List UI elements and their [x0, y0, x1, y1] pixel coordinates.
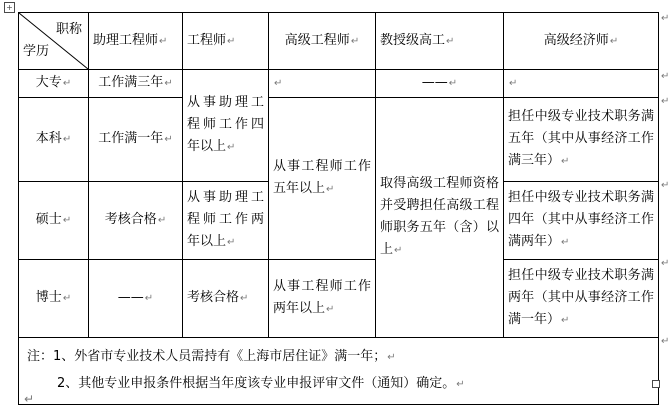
cell-assistant-boshi: ——↵: [89, 260, 183, 338]
cell-assistant-benke: 工作满一年↵: [89, 98, 183, 182]
header-degree-label: 学历: [23, 44, 50, 59]
row-label-dazhuan: 大专↵: [19, 70, 89, 98]
column-header-assistant-engineer: 助理工程师↵: [89, 13, 183, 70]
row-end-mark: ↵: [661, 96, 670, 107]
column-header-professor-engineer: 教授级高工↵: [376, 13, 504, 70]
row-label-shuoshi: 硕士↵: [19, 182, 89, 260]
table-resize-handle[interactable]: [652, 380, 660, 388]
cell-economist-shuoshi: 担任中级专业技术职务满四年（其中从事经济工作满两年）↵: [504, 182, 659, 260]
table-row-benke: [19, 98, 659, 182]
header-title-label: 职称: [55, 22, 82, 37]
column-header-senior-engineer: 高级工程师↵: [269, 13, 376, 70]
cell-professor-dazhuan: ——↵: [376, 70, 504, 98]
header-corner-cell: [19, 13, 89, 70]
table-header-row: [19, 13, 659, 70]
cell-engineer-shuoshi: 从事助理工程师工作两年以上↵: [183, 182, 269, 260]
table-row-dazhuan: [19, 70, 659, 98]
document-paragraph-mark: ↵: [24, 392, 35, 406]
row-end-mark: ↵: [661, 13, 670, 24]
cell-assistant-shuoshi: 考核合格↵: [89, 182, 183, 260]
cell-senior-dazhuan: ↵: [269, 70, 376, 98]
cell-economist-benke: 担任中级专业技术职务满五年（其中从事经济工作满三年）↵: [504, 98, 659, 182]
column-header-senior-economist: 高级经济师↵: [504, 13, 659, 70]
note-line-1: 注：1、外省市专业技术人员需持有《上海市居住证》满一年；↵: [27, 349, 396, 364]
row-end-mark: ↵: [661, 71, 670, 82]
row-end-mark: ↵: [661, 336, 670, 347]
cell-professor-benke-boshi: 取得高级工程师资格并受聘担任高级工程师职务五年（含）以上↵: [376, 98, 504, 338]
cell-engineer-boshi: 考核合格↵: [183, 260, 269, 338]
column-header-engineer: 工程师↵: [183, 13, 269, 70]
table-row-boshi: [19, 260, 659, 338]
cell-assistant-dazhuan: 工作满三年↵: [89, 70, 183, 98]
row-label-boshi: 博士↵: [19, 260, 89, 338]
qualification-requirements-table: [18, 12, 659, 405]
table-notes-row: [19, 338, 659, 405]
row-end-mark: ↵: [661, 180, 670, 191]
notes-cell: [19, 338, 659, 405]
row-end-mark: ↵: [661, 258, 670, 269]
cell-senior-boshi: 从事工程师工作两年以上↵: [269, 260, 376, 338]
cell-economist-dazhuan: ↵: [504, 70, 659, 98]
table-move-handle-icon[interactable]: +: [4, 2, 15, 13]
cell-engineer-dazhuan-benke: 从事助理工程师工作四年以上↵: [183, 70, 269, 182]
cell-senior-benke-shuoshi: 从事工程师工作五年以上↵: [269, 98, 376, 260]
note-line-2: 2、其他专业申报条件根据当年度该专业申报评审文件（通知）确定。↵: [57, 376, 465, 391]
cell-economist-boshi: 担任中级专业技术职务满两年（其中从事经济工作满一年）↵: [504, 260, 659, 338]
row-label-benke: 本科↵: [19, 98, 89, 182]
